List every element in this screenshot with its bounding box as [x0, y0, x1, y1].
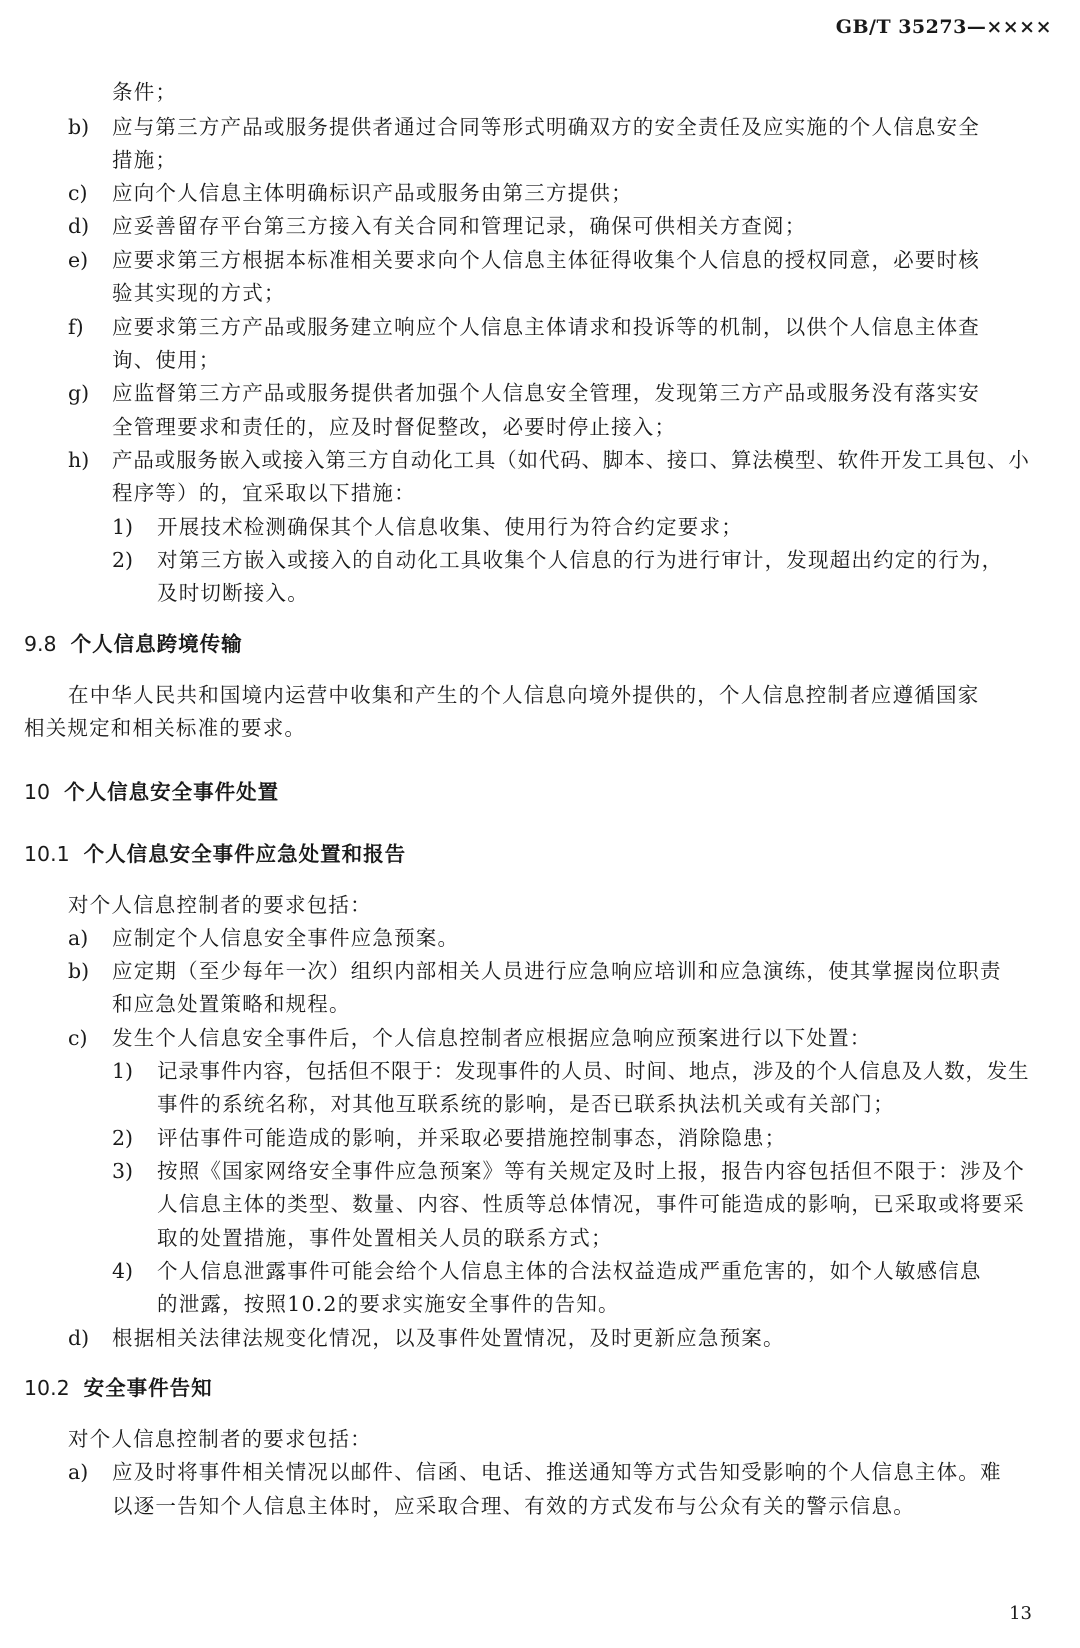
sublist-item-h1-line-1: 开展技术检测确保其个人信息收集、使用行为符合约定要求；	[157, 515, 743, 539]
list-marker-g: g)	[68, 381, 90, 405]
section-title: 个人信息安全事件处置	[64, 780, 280, 804]
list-marker-b: b)	[68, 115, 90, 139]
section-intro: 对个人信息控制者的要求包括：	[68, 893, 372, 917]
list-item-a-line-2: 以逐一告知个人信息主体时，应采取合理、有效的方式发布与公众有关的警示信息。	[112, 1494, 915, 1518]
sublist-marker-c1: 1)	[112, 1059, 134, 1083]
sublist-item-c1-line-2: 事件的系统名称，对其他互联系统的影响，是否已联系执法机关或有关部门；	[157, 1092, 895, 1116]
list-item-b-line-1: 应与第三方产品或服务提供者通过合同等形式明确双方的安全责任及应实施的个人信息安全	[112, 115, 980, 139]
sublist-item-h2-line-2: 及时切断接入。	[157, 581, 309, 605]
list-item-f-line-2: 询、使用；	[112, 348, 221, 372]
sublist-marker-h2: 2)	[112, 548, 134, 572]
section-number: 10.2	[24, 1376, 70, 1400]
section-heading-10	[24, 780, 279, 804]
list-item-e-line-1: 应要求第三方根据本标准相关要求向个人信息主体征得收集个人信息的授权同意，必要时核	[112, 248, 980, 272]
section-title: 个人信息安全事件应急处置和报告	[83, 842, 407, 866]
section-heading-10-2	[24, 1376, 213, 1400]
list-item-d-line-1: 应妥善留存平台第三方接入有关合同和管理记录，确保可供相关方查阅；	[112, 214, 807, 238]
paragraph-line-1: 在中华人民共和国境内运营中收集和产生的个人信息向境外提供的，个人信息控制者应遵循国家	[68, 683, 980, 707]
sublist-item-c4-line-1: 个人信息泄露事件可能会给个人信息主体的合法权益造成严重危害的，如个人敏感信息	[157, 1259, 982, 1283]
list-item-c-line-1: 应向个人信息主体明确标识产品或服务由第三方提供；	[112, 181, 633, 205]
sublist-marker-c2: 2)	[112, 1126, 134, 1150]
list-marker-d: d)	[68, 1326, 90, 1350]
list-marker-b: b)	[68, 959, 90, 983]
sublist-item-c2-line-1: 评估事件可能造成的影响，并采取必要措施控制事态，消除隐患；	[157, 1126, 787, 1150]
list-item-b-line-2: 和应急处置策略和规程。	[112, 992, 351, 1016]
sublist-marker-c4: 4)	[112, 1259, 134, 1283]
sublist-item-c1-line-1: 记录事件内容，包括但不限于：发现事件的人员、时间、地点，涉及的个人信息及人数，发生	[157, 1059, 1030, 1083]
sublist-item-c3-line-2: 人信息主体的类型、数量、内容、性质等总体情况，事件可能造成的影响，已采取或将要采	[157, 1192, 1025, 1216]
list-marker-e: e)	[68, 248, 89, 272]
section-heading-10-1	[24, 842, 406, 866]
list-item-d-line-1: 根据相关法律法规变化情况，以及事件处置情况，及时更新应急预案。	[112, 1326, 785, 1350]
list-marker-c: c)	[68, 1026, 88, 1050]
sublist-marker-h1: 1)	[112, 515, 134, 539]
section-heading-9-8	[24, 632, 243, 656]
list-marker-d: d)	[68, 214, 90, 238]
list-item-g-line-2: 全管理要求和责任的，应及时督促整改，必要时停止接入；	[112, 415, 677, 439]
sublist-item-h2-line-1: 对第三方嵌入或接入的自动化工具收集个人信息的行为进行审计，发现超出约定的行为，	[157, 548, 1004, 572]
page-number: 13	[1009, 1603, 1032, 1624]
section-number: 10	[24, 780, 51, 804]
section-intro: 对个人信息控制者的要求包括：	[68, 1427, 372, 1451]
list-item-h-line-2: 程序等）的，宜采取以下措施：	[112, 481, 416, 505]
list-item-a-line-1: 应及时将事件相关情况以邮件、信函、电话、推送通知等方式告知受影响的个人信息主体。难	[112, 1460, 1002, 1484]
list-item-f-line-1: 应要求第三方产品或服务建立响应个人信息主体请求和投诉等的机制，以供个人信息主体查	[112, 315, 980, 339]
sublist-marker-c3: 3)	[112, 1159, 134, 1183]
list-item-c-line-1: 发生个人信息安全事件后，个人信息控制者应根据应急响应预案进行以下处置：	[112, 1026, 872, 1050]
sublist-item-c3-line-1: 按照《国家网络安全事件应急预案》等有关规定及时上报，报告内容包括但不限于：涉及个	[157, 1159, 1025, 1183]
list-marker-a: a)	[68, 926, 89, 950]
standard-header: GB/T 35273—××××	[835, 16, 1052, 38]
paragraph-line-2: 相关规定和相关标准的要求。	[24, 716, 307, 740]
list-item-a-continuation: 条件；	[112, 80, 178, 104]
sublist-item-c4-line-2: 的泄露，按照10.2的要求实施安全事件的告知。	[157, 1292, 620, 1316]
list-item-e-line-2: 验其实现的方式；	[112, 281, 286, 305]
section-number: 9.8	[24, 632, 57, 656]
list-marker-f: f)	[68, 315, 84, 339]
list-item-h-line-1: 产品或服务嵌入或接入第三方自动化工具（如代码、脚本、接口、算法模型、软件开发工具包、小	[112, 448, 1030, 472]
list-marker-h: h)	[68, 448, 90, 472]
sublist-item-c3-line-3: 取的处置措施，事件处置相关人员的联系方式；	[157, 1226, 613, 1250]
section-title: 安全事件告知	[83, 1376, 213, 1400]
section-number: 10.1	[24, 842, 70, 866]
list-marker-a: a)	[68, 1460, 89, 1484]
list-marker-c: c)	[68, 181, 88, 205]
list-item-b-line-2: 措施；	[112, 148, 178, 172]
section-title: 个人信息跨境传输	[70, 632, 243, 656]
list-item-g-line-1: 应监督第三方产品或服务提供者加强个人信息安全管理，发现第三方产品或服务没有落实安	[112, 381, 980, 405]
list-item-b-line-1: 应定期（至少每年一次）组织内部相关人员进行应急响应培训和应急演练，使其掌握岗位职责	[112, 959, 1002, 983]
list-item-a-line-1: 应制定个人信息安全事件应急预案。	[112, 926, 460, 950]
